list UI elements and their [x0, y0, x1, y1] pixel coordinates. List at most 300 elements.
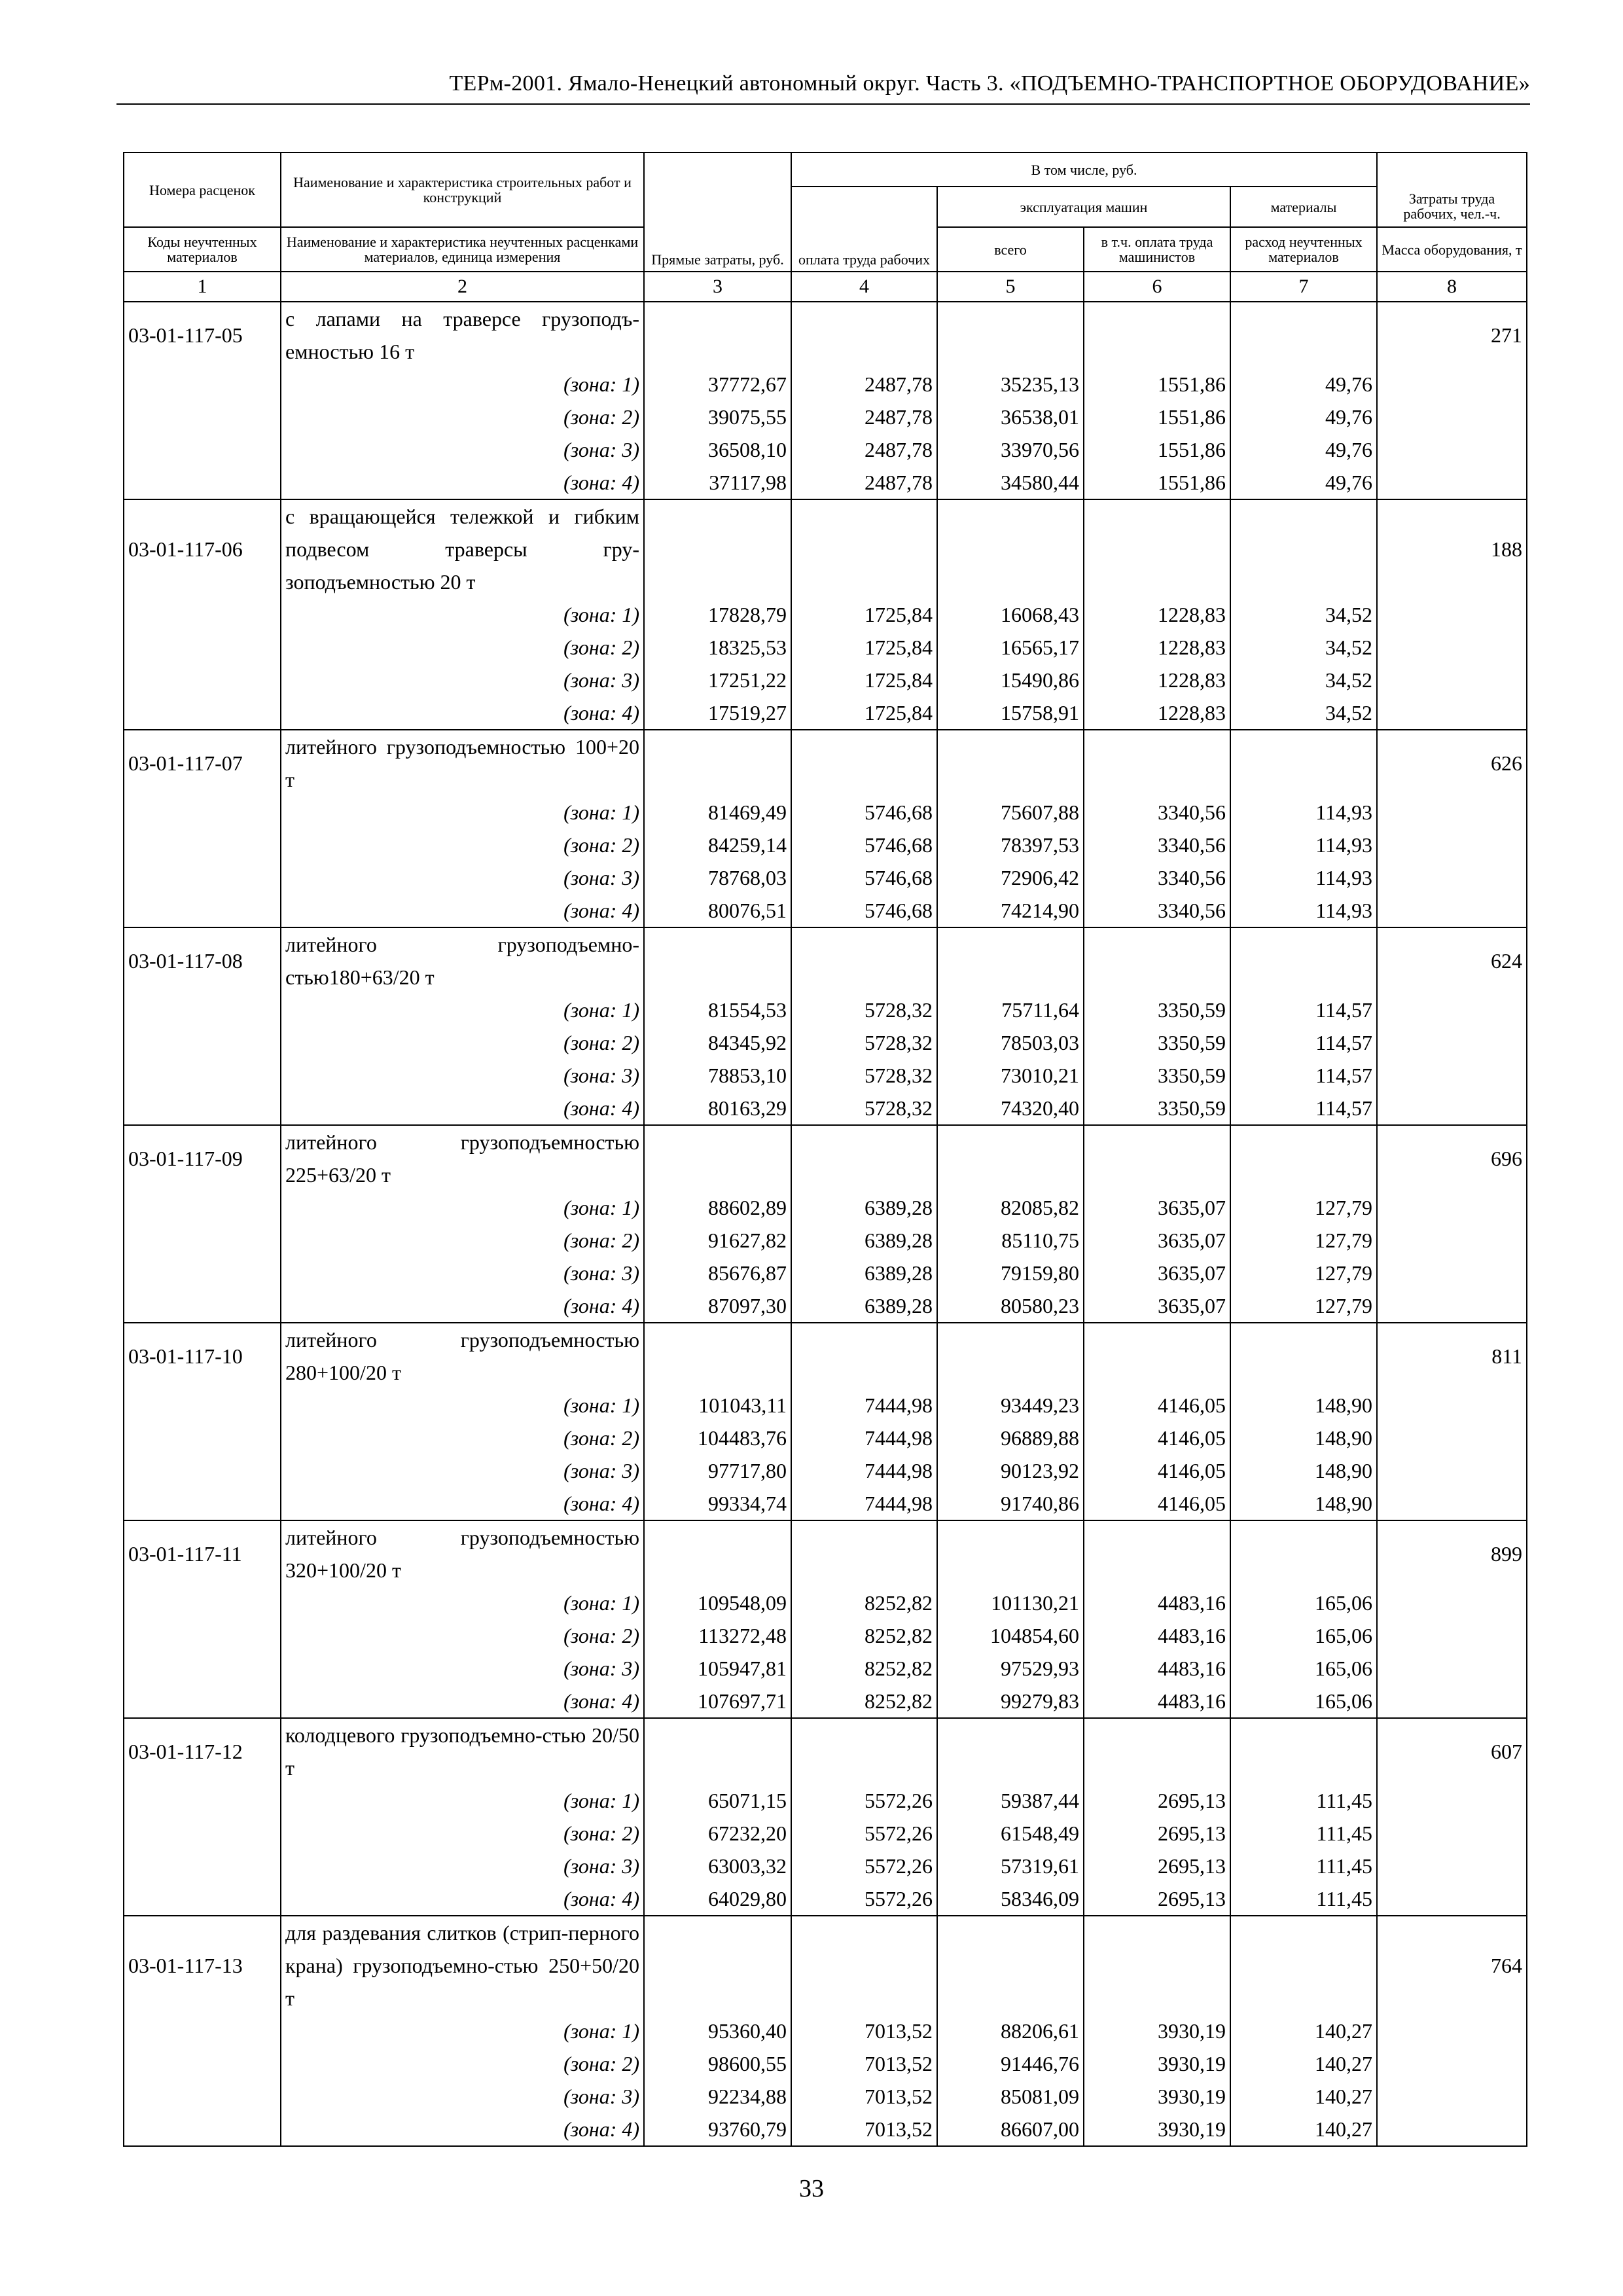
rate-description: с лапами на траверсе грузоподъ-емностью 16 т [281, 302, 644, 368]
materials-value: 114,57 [1230, 1026, 1377, 1059]
direct-costs-value: 18325,53 [644, 631, 791, 664]
operator-pay-value: 2695,13 [1084, 1817, 1230, 1850]
empty-cell [124, 598, 281, 631]
empty-cell [1377, 1257, 1527, 1289]
table-row [124, 1587, 1527, 1619]
empty-cell [124, 696, 281, 730]
zone-label: (зона: 2) [281, 631, 644, 664]
direct-costs-value: 80163,29 [644, 1092, 791, 1125]
direct-costs-value: 91627,82 [644, 1224, 791, 1257]
zone-label: (зона: 1) [281, 994, 644, 1026]
zone-label: (зона: 2) [281, 1224, 644, 1257]
col-rate-numbers-header: Номера расценок [124, 152, 281, 227]
materials-value: 165,06 [1230, 1652, 1377, 1685]
table-row [124, 1257, 1527, 1289]
machines-total-value: 85110,75 [937, 1224, 1084, 1257]
worker-pay-value: 5572,26 [791, 1850, 937, 1882]
materials-value: 34,52 [1230, 664, 1377, 696]
machines-total-value: 97529,93 [937, 1652, 1084, 1685]
zone-label: (зона: 2) [281, 1026, 644, 1059]
empty-cell [791, 1916, 937, 2015]
empty-cell [124, 829, 281, 861]
empty-cell [1377, 861, 1527, 894]
empty-cell [124, 368, 281, 401]
empty-cell [937, 499, 1084, 598]
direct-costs-value: 78853,10 [644, 1059, 791, 1092]
worker-pay-value: 5746,68 [791, 861, 937, 894]
machines-total-value: 59387,44 [937, 1784, 1084, 1817]
group-materials-header: материалы [1230, 187, 1377, 227]
rate-code: 03-01-117-08 [124, 927, 281, 994]
col-materials-usage-header: расход неучтенных материалов [1230, 227, 1377, 272]
machines-total-value: 57319,61 [937, 1850, 1084, 1882]
machines-total-value: 82085,82 [937, 1191, 1084, 1224]
empty-cell [1377, 1191, 1527, 1224]
zone-label: (зона: 4) [281, 696, 644, 730]
worker-pay-value: 5746,68 [791, 829, 937, 861]
table-row [124, 1389, 1527, 1422]
worker-pay-value: 7013,52 [791, 2047, 937, 2080]
materials-value: 148,90 [1230, 1454, 1377, 1487]
empty-cell [644, 499, 791, 598]
zone-label: (зона: 1) [281, 2015, 644, 2047]
column-number: 3 [644, 272, 791, 302]
empty-cell [124, 1454, 281, 1487]
direct-costs-value: 109548,09 [644, 1587, 791, 1619]
operator-pay-value: 4483,16 [1084, 1587, 1230, 1619]
empty-cell [124, 1191, 281, 1224]
direct-costs-value: 97717,80 [644, 1454, 791, 1487]
header-rule [116, 103, 1530, 105]
equipment-mass: 811 [1377, 1323, 1527, 1389]
rate-code: 03-01-117-10 [124, 1323, 281, 1389]
zone-label: (зона: 4) [281, 466, 644, 499]
materials-value: 165,06 [1230, 1587, 1377, 1619]
machines-total-value: 104854,60 [937, 1619, 1084, 1652]
empty-cell [1084, 302, 1230, 368]
worker-pay-value: 6389,28 [791, 1224, 937, 1257]
empty-cell [124, 1850, 281, 1882]
operator-pay-value: 3930,19 [1084, 2015, 1230, 2047]
direct-costs-value: 84345,92 [644, 1026, 791, 1059]
direct-costs-value: 105947,81 [644, 1652, 791, 1685]
equipment-mass: 764 [1377, 1916, 1527, 2015]
table-row [124, 401, 1527, 433]
operator-pay-value: 3340,56 [1084, 829, 1230, 861]
empty-cell [124, 1059, 281, 1092]
empty-cell [124, 433, 281, 466]
empty-cell [124, 1257, 281, 1289]
empty-cell [1377, 664, 1527, 696]
worker-pay-value: 1725,84 [791, 664, 937, 696]
zone-label: (зона: 3) [281, 664, 644, 696]
empty-cell [1084, 730, 1230, 796]
machines-total-value: 75607,88 [937, 796, 1084, 829]
operator-pay-value: 3635,07 [1084, 1257, 1230, 1289]
worker-pay-value: 7444,98 [791, 1454, 937, 1487]
direct-costs-value: 99334,74 [644, 1487, 791, 1520]
operator-pay-value: 1551,86 [1084, 466, 1230, 499]
worker-pay-value: 7444,98 [791, 1422, 937, 1454]
empty-cell [1230, 499, 1377, 598]
empty-cell [1084, 1323, 1230, 1389]
machines-total-value: 58346,09 [937, 1882, 1084, 1916]
table-row [124, 1422, 1527, 1454]
empty-cell [1377, 1850, 1527, 1882]
zone-label: (зона: 2) [281, 1619, 644, 1652]
empty-cell [644, 927, 791, 994]
machines-total-value: 93449,23 [937, 1389, 1084, 1422]
table-row [124, 730, 1527, 796]
operator-pay-value: 1228,83 [1084, 631, 1230, 664]
table-row [124, 696, 1527, 730]
table-row [124, 861, 1527, 894]
table-row [124, 1784, 1527, 1817]
machines-total-value: 73010,21 [937, 1059, 1084, 1092]
empty-cell [791, 1323, 937, 1389]
worker-pay-value: 2487,78 [791, 433, 937, 466]
table-row [124, 1685, 1527, 1718]
empty-cell [1377, 1882, 1527, 1916]
worker-pay-value: 6389,28 [791, 1289, 937, 1323]
machines-total-value: 85081,09 [937, 2080, 1084, 2113]
empty-cell [124, 2047, 281, 2080]
direct-costs-value: 17251,22 [644, 664, 791, 696]
machines-total-value: 75711,64 [937, 994, 1084, 1026]
empty-cell [1377, 994, 1527, 1026]
machines-total-value: 91740,86 [937, 1487, 1084, 1520]
table-row [124, 1850, 1527, 1882]
machines-total-value: 78397,53 [937, 829, 1084, 861]
direct-costs-value: 78768,03 [644, 861, 791, 894]
empty-cell [1377, 368, 1527, 401]
machines-total-value: 74214,90 [937, 894, 1084, 927]
empty-cell [1377, 696, 1527, 730]
zone-label: (зона: 3) [281, 433, 644, 466]
operator-pay-value: 3350,59 [1084, 1092, 1230, 1125]
machines-total-value: 61548,49 [937, 1817, 1084, 1850]
table-row [124, 1882, 1527, 1916]
machines-total-value: 79159,80 [937, 1257, 1084, 1289]
empty-cell [124, 1487, 281, 1520]
machines-total-value: 101130,21 [937, 1587, 1084, 1619]
empty-cell [124, 466, 281, 499]
machines-total-value: 86607,00 [937, 2113, 1084, 2146]
rate-description: литейного грузоподъемностью 100+20 т [281, 730, 644, 796]
rate-description: литейного грузоподъемно-стью180+63/20 т [281, 927, 644, 994]
materials-value: 34,52 [1230, 598, 1377, 631]
empty-cell [937, 1916, 1084, 2015]
empty-cell [1377, 2113, 1527, 2146]
operator-pay-value: 3340,56 [1084, 894, 1230, 927]
operator-pay-value: 1228,83 [1084, 696, 1230, 730]
col-material-codes-header: Коды неучтенных материалов [124, 227, 281, 272]
machines-total-value: 96889,88 [937, 1422, 1084, 1454]
materials-value: 111,45 [1230, 1882, 1377, 1916]
empty-cell [1377, 1652, 1527, 1685]
direct-costs-value: 88602,89 [644, 1191, 791, 1224]
zone-label: (зона: 2) [281, 2047, 644, 2080]
direct-costs-value: 98600,55 [644, 2047, 791, 2080]
empty-cell [1377, 631, 1527, 664]
materials-value: 49,76 [1230, 401, 1377, 433]
table-row [124, 994, 1527, 1026]
empty-cell [644, 1323, 791, 1389]
empty-cell [937, 1718, 1084, 1784]
worker-pay-value: 5746,68 [791, 894, 937, 927]
empty-cell [937, 302, 1084, 368]
zone-label: (зона: 1) [281, 1191, 644, 1224]
materials-value: 148,90 [1230, 1487, 1377, 1520]
empty-cell [1377, 466, 1527, 499]
empty-cell [124, 1389, 281, 1422]
worker-pay-value: 5728,32 [791, 994, 937, 1026]
col-works-name-header: Наименование и характеристика строительных работ и конструкций [281, 152, 644, 227]
group-machines-header: эксплуатация машин [937, 187, 1230, 227]
operator-pay-value: 4146,05 [1084, 1389, 1230, 1422]
worker-pay-value: 5728,32 [791, 1059, 937, 1092]
machines-total-value: 15490,86 [937, 664, 1084, 696]
empty-cell [1084, 499, 1230, 598]
materials-value: 114,93 [1230, 894, 1377, 927]
zone-label: (зона: 3) [281, 1850, 644, 1882]
direct-costs-value: 39075,55 [644, 401, 791, 433]
machines-total-value: 80580,23 [937, 1289, 1084, 1323]
zone-label: (зона: 4) [281, 894, 644, 927]
empty-cell [124, 894, 281, 927]
table-row [124, 927, 1527, 994]
worker-pay-value: 7444,98 [791, 1389, 937, 1422]
empty-cell [124, 1422, 281, 1454]
direct-costs-value: 67232,20 [644, 1817, 791, 1850]
zone-label: (зона: 2) [281, 1422, 644, 1454]
operator-pay-value: 3930,19 [1084, 2113, 1230, 2146]
operator-pay-value: 3635,07 [1084, 1289, 1230, 1323]
empty-cell [1377, 1685, 1527, 1718]
zone-label: (зона: 3) [281, 1257, 644, 1289]
zone-label: (зона: 2) [281, 829, 644, 861]
materials-value: 140,27 [1230, 2080, 1377, 2113]
empty-cell [1377, 1817, 1527, 1850]
empty-cell [124, 994, 281, 1026]
operator-pay-value: 3350,59 [1084, 994, 1230, 1026]
worker-pay-value: 5572,26 [791, 1784, 937, 1817]
worker-pay-value: 5728,32 [791, 1092, 937, 1125]
empty-cell [644, 1125, 791, 1191]
zone-label: (зона: 4) [281, 1882, 644, 1916]
machines-total-value: 99279,83 [937, 1685, 1084, 1718]
rate-description: с вращающейся тележкой и гибким подвесом траверсы гру-зоподъемностью 20 т [281, 499, 644, 598]
empty-cell [791, 1718, 937, 1784]
empty-cell [124, 1784, 281, 1817]
table-row [124, 1487, 1527, 1520]
worker-pay-value: 5572,26 [791, 1817, 937, 1850]
empty-cell [124, 1619, 281, 1652]
materials-value: 49,76 [1230, 433, 1377, 466]
materials-value: 114,93 [1230, 796, 1377, 829]
empty-cell [1084, 1520, 1230, 1587]
operator-pay-value: 3930,19 [1084, 2080, 1230, 2113]
worker-pay-value: 1725,84 [791, 598, 937, 631]
operator-pay-value: 3635,07 [1084, 1224, 1230, 1257]
operator-pay-value: 4146,05 [1084, 1487, 1230, 1520]
zone-label: (зона: 4) [281, 1487, 644, 1520]
empty-cell [1377, 1454, 1527, 1487]
table-row [124, 1224, 1527, 1257]
operator-pay-value: 1551,86 [1084, 433, 1230, 466]
empty-cell [124, 664, 281, 696]
machines-total-value: 91446,76 [937, 2047, 1084, 2080]
materials-value: 111,45 [1230, 1784, 1377, 1817]
empty-cell [1377, 1587, 1527, 1619]
materials-value: 114,57 [1230, 1059, 1377, 1092]
empty-cell [937, 1520, 1084, 1587]
direct-costs-value: 93760,79 [644, 2113, 791, 2146]
empty-cell [1084, 1916, 1230, 2015]
materials-value: 127,79 [1230, 1289, 1377, 1323]
table-row [124, 598, 1527, 631]
table-row [124, 1191, 1527, 1224]
empty-cell [1377, 2047, 1527, 2080]
column-number: 1 [124, 272, 281, 302]
empty-cell [791, 499, 937, 598]
rates-table [123, 152, 1527, 2147]
empty-cell [937, 730, 1084, 796]
zone-label: (зона: 3) [281, 861, 644, 894]
empty-cell [1377, 1619, 1527, 1652]
worker-pay-value: 2487,78 [791, 466, 937, 499]
table-row [124, 631, 1527, 664]
empty-cell [791, 730, 937, 796]
empty-cell [1377, 2080, 1527, 2113]
direct-costs-value: 85676,87 [644, 1257, 791, 1289]
zone-label: (зона: 4) [281, 2113, 644, 2146]
machines-total-value: 35235,13 [937, 368, 1084, 401]
materials-value: 148,90 [1230, 1422, 1377, 1454]
column-number: 7 [1230, 272, 1377, 302]
table-row [124, 302, 1527, 368]
worker-pay-value: 5728,32 [791, 1026, 937, 1059]
direct-costs-value: 87097,30 [644, 1289, 791, 1323]
materials-value: 111,45 [1230, 1817, 1377, 1850]
table-row [124, 1323, 1527, 1389]
col-equipment-mass-header: Масса оборудования, т [1377, 227, 1527, 272]
materials-value: 114,93 [1230, 861, 1377, 894]
materials-value: 114,57 [1230, 994, 1377, 1026]
zone-label: (зона: 2) [281, 401, 644, 433]
col-material-names-header: Наименование и характеристика неучтенных расценками материалов, единица измерения [281, 227, 644, 272]
empty-cell [1377, 1784, 1527, 1817]
empty-cell [937, 1125, 1084, 1191]
direct-costs-value: 17519,27 [644, 696, 791, 730]
direct-costs-value: 104483,76 [644, 1422, 791, 1454]
materials-value: 165,06 [1230, 1685, 1377, 1718]
table-row [124, 1652, 1527, 1685]
empty-cell [124, 1026, 281, 1059]
zone-label: (зона: 3) [281, 2080, 644, 2113]
operator-pay-value: 1551,86 [1084, 368, 1230, 401]
empty-cell [124, 861, 281, 894]
equipment-mass: 696 [1377, 1125, 1527, 1191]
zone-label: (зона: 1) [281, 1587, 644, 1619]
table-row [124, 499, 1527, 598]
empty-cell [1084, 927, 1230, 994]
empty-cell [1377, 1224, 1527, 1257]
operator-pay-value: 1551,86 [1084, 401, 1230, 433]
worker-pay-value: 1725,84 [791, 631, 937, 664]
operator-pay-value: 1228,83 [1084, 664, 1230, 696]
empty-cell [1230, 302, 1377, 368]
col-operator-pay-header: в т.ч. оплата труда машинистов [1084, 227, 1230, 272]
machines-total-value: 16068,43 [937, 598, 1084, 631]
equipment-mass: 188 [1377, 499, 1527, 598]
zone-label: (зона: 4) [281, 1685, 644, 1718]
rate-code: 03-01-117-07 [124, 730, 281, 796]
empty-cell [124, 2015, 281, 2047]
empty-cell [1084, 1125, 1230, 1191]
operator-pay-value: 3930,19 [1084, 2047, 1230, 2080]
empty-cell [1377, 894, 1527, 927]
col-machines-total-header: всего [937, 227, 1084, 272]
direct-costs-value: 95360,40 [644, 2015, 791, 2047]
empty-cell [1230, 927, 1377, 994]
zone-label: (зона: 1) [281, 368, 644, 401]
zone-label: (зона: 4) [281, 1092, 644, 1125]
table-row [124, 664, 1527, 696]
rate-code: 03-01-117-05 [124, 302, 281, 368]
operator-pay-value: 4146,05 [1084, 1422, 1230, 1454]
empty-cell [124, 631, 281, 664]
col-labor-hours-header: Затраты труда рабочих, чел.-ч. [1377, 152, 1527, 227]
worker-pay-value: 6389,28 [791, 1257, 937, 1289]
table-row [124, 894, 1527, 927]
direct-costs-value: 36508,10 [644, 433, 791, 466]
materials-value: 49,76 [1230, 368, 1377, 401]
table-row [124, 1125, 1527, 1191]
materials-value: 127,79 [1230, 1224, 1377, 1257]
direct-costs-value: 92234,88 [644, 2080, 791, 2113]
empty-cell [1230, 1520, 1377, 1587]
materials-value: 114,93 [1230, 829, 1377, 861]
table-row [124, 1059, 1527, 1092]
empty-cell [1377, 1059, 1527, 1092]
worker-pay-value: 6389,28 [791, 1191, 937, 1224]
materials-value: 140,27 [1230, 2113, 1377, 2146]
materials-value: 127,79 [1230, 1257, 1377, 1289]
operator-pay-value: 3350,59 [1084, 1026, 1230, 1059]
operator-pay-value: 4483,16 [1084, 1619, 1230, 1652]
empty-cell [1377, 1026, 1527, 1059]
worker-pay-value: 5746,68 [791, 796, 937, 829]
table-row [124, 2047, 1527, 2080]
table-row [124, 1289, 1527, 1323]
table-row [124, 1520, 1527, 1587]
empty-cell [1377, 433, 1527, 466]
machines-total-value: 74320,40 [937, 1092, 1084, 1125]
running-header: ТЕРм-2001. Ямало-Ненецкий автономный округ. Часть 3. «ПОДЪЕМНО-ТРАНСПОРТНОЕ ОБОРУДОВАНИЕ» [449, 71, 1530, 96]
table-row [124, 796, 1527, 829]
empty-cell [791, 927, 937, 994]
worker-pay-value: 2487,78 [791, 368, 937, 401]
machines-total-value: 16565,17 [937, 631, 1084, 664]
operator-pay-value: 4483,16 [1084, 1652, 1230, 1685]
empty-cell [124, 1587, 281, 1619]
direct-costs-value: 113272,48 [644, 1619, 791, 1652]
empty-cell [1230, 1323, 1377, 1389]
worker-pay-value: 7444,98 [791, 1487, 937, 1520]
empty-cell [124, 1882, 281, 1916]
table-row [124, 466, 1527, 499]
